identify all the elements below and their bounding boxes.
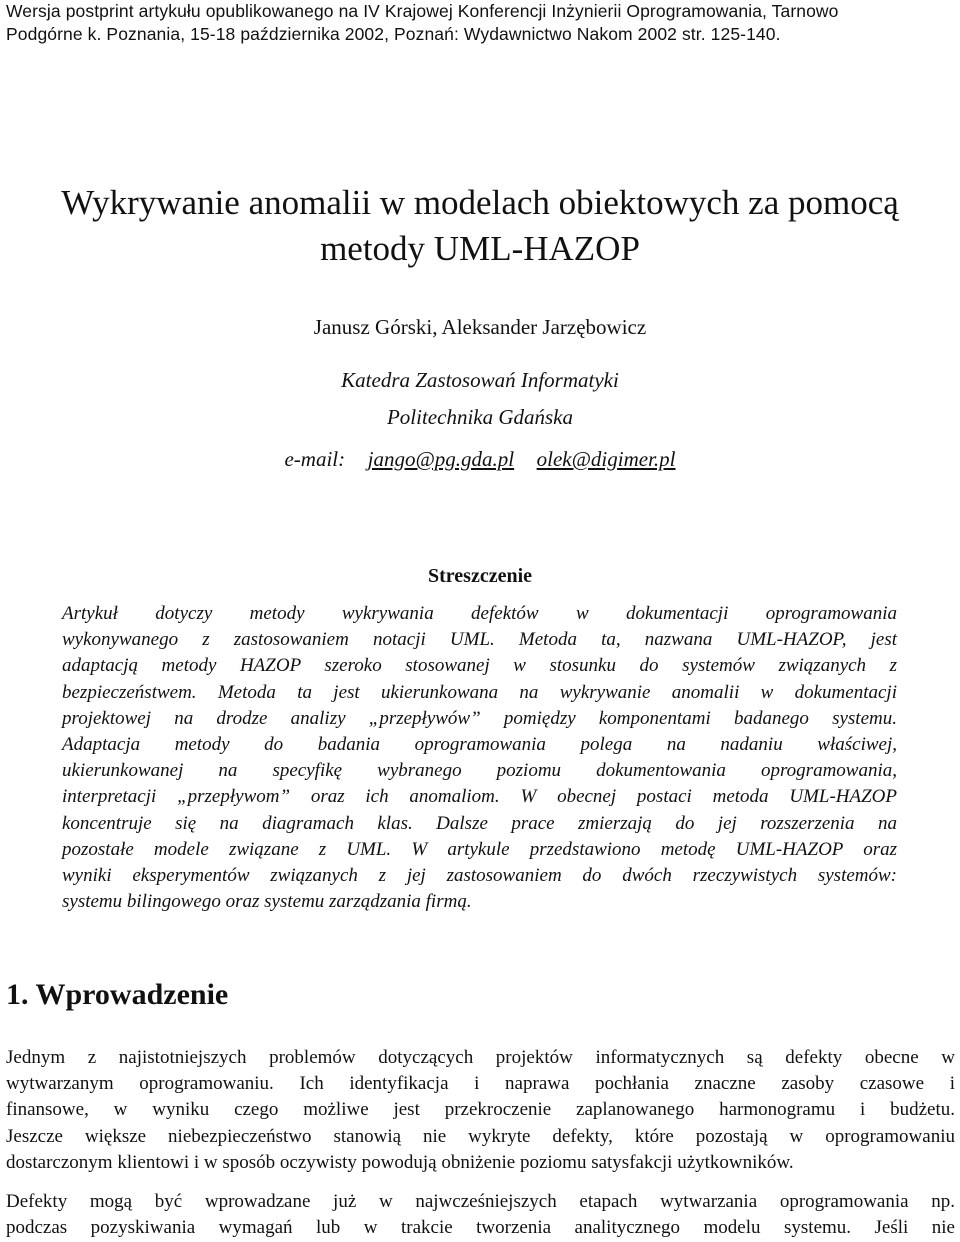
abstract-heading: Streszczenie [427, 565, 533, 587]
paragraph-line: finansowe, w wyniku czego możliwe jest przekroczenie zaplanowanego harmonogramu i budżetu. [6, 1099, 955, 1121]
abstract-line: systemu bilingowego oraz systemu zarządzania firmą. [62, 891, 472, 913]
paragraph-line: Jeszcze większe niebezpieczeństwo stanowią nie wykryte defekty, które pozostają w oprogramowaniu [6, 1125, 955, 1147]
authors: Janusz Górski, Aleksander Jarzębowicz [313, 315, 647, 339]
abstract-line: koncentruje się na diagramach klas. Dalsze prace zmierzają do jej rozszerzenia na [62, 812, 897, 834]
paragraph-line: Defekty mogą być wprowadzane już w najwcześniejszych etapach wytwarzania oprogramowania np. [6, 1191, 955, 1212]
abstract-line: interpretacji „przepływom” oraz ich anomaliom. W obecnej postaci metoda UML-HAZOP [62, 786, 897, 808]
paragraph-line: dostarczonym klientowi i w sposób oczywisty powodują obniżenie poziomu satysfakcji użytkowników. [6, 1151, 794, 1173]
abstract-line: pozostałe modele związane z UML. W artykule przedstawiono metodę UML-HAZOP oraz [62, 838, 897, 860]
paragraph-line: wytwarzanym oprogramowaniu. Ich identyfikacja i naprawa pochłania znaczne zasoby czasowe i [6, 1073, 955, 1095]
department: Katedra Zastosowań Informatyki [341, 368, 619, 392]
paper-title [0, 180, 960, 272]
abstract-line: adaptacją metody HAZOP szeroko stosowanej w stosunku do systemów związanych z [62, 655, 897, 677]
paragraph-line: Jednym z najistotniejszych problemów dotyczących projektów informatycznych są defekty obecne w [6, 1047, 955, 1068]
publication-note-line-1: Wersja postprint artykułu opublikowanego na IV Krajowej Konferencji Inżynierii Oprogramowania, Tarnowo [6, 1, 839, 21]
university: Politechnika Gdańska [386, 405, 574, 429]
paragraph-line: podczas pozyskiwania wymagań lub w trakcie tworzenia analitycznego modelu systemu. Jeśli nie [6, 1217, 955, 1239]
abstract-line: bezpieczeństwem. Metoda ta jest ukierunkowana na wykrywanie anomalii w dokumentacji [62, 681, 897, 703]
abstract-line: wykonywanego z zastosowaniem notacji UML. Metoda ta, nazwana UML-HAZOP, jest [62, 629, 897, 651]
abstract-text [62, 601, 897, 915]
email-link-1[interactable]: jango@pg.gda.pl [367, 447, 515, 471]
intro-paragraph-1 [6, 1045, 955, 1176]
publication-note-line-2: Podgórne k. Poznania, 15-18 października 2002, Poznań: Wydawnictwo Nakom 2002 str. 125-140. [6, 24, 781, 44]
email-label: e-mail: [284, 447, 346, 471]
abstract-line: Artykuł dotyczy metody wykrywania defektów w dokumentacji oprogramowania [62, 603, 897, 624]
paper-title-line-1: Wykrywanie anomalii w modelach obiektowych za pomocą [61, 183, 899, 222]
abstract-line: projektowej na drodze analizy „przepływów” pomiędzy komponentami badanego systemu. [62, 707, 897, 729]
email-link-2[interactable]: olek@digimer.pl [536, 447, 676, 471]
abstract-line: ukierunkowanej na specyfikę wybranego poziomu dokumentowania oprogramowania, [62, 760, 897, 782]
paper-title-line-2: metody UML-HAZOP [320, 229, 640, 268]
abstract-line: Adaptacja metody do badania oprogramowania polega na nadaniu właściwej, [62, 734, 897, 756]
publication-note [6, 0, 956, 46]
abstract-line: wyniki eksperymentów związanych z jej zastosowaniem do dwóch rzeczywistych systemów: [62, 865, 897, 887]
section-heading-introduction: 1. Wprowadzenie [6, 978, 229, 1011]
email-line [0, 446, 960, 472]
intro-paragraph-2 [6, 1189, 955, 1241]
